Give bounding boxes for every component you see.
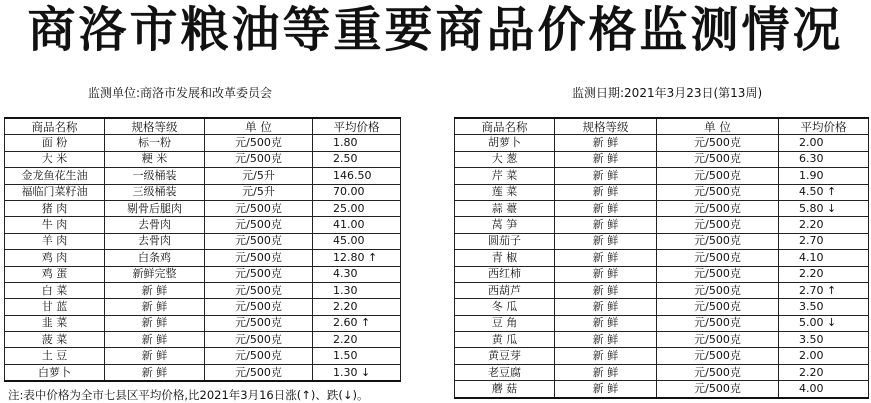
cell-grade: 一级桶装 — [105, 168, 205, 184]
cell-grade: 新 鲜 — [555, 364, 657, 380]
table-row — [455, 168, 869, 184]
cell-unit: 元/500克 — [205, 299, 313, 315]
cell-name: 韭 菜 — [5, 315, 105, 331]
cell-price: 1.90 — [779, 168, 869, 184]
cell-grade: 新 鲜 — [105, 315, 205, 331]
table-row — [5, 332, 401, 348]
cell-unit: 元/500克 — [657, 348, 779, 364]
cell-name: 白萝卜 — [5, 364, 105, 381]
table-header-row — [455, 118, 869, 135]
cell-grade: 粳 米 — [105, 151, 205, 167]
header-grade: 规格等级 — [555, 118, 657, 135]
table-row — [5, 266, 401, 282]
cell-unit: 元/500克 — [657, 381, 779, 398]
cell-name: 蒜 薹 — [455, 200, 555, 216]
table-row — [455, 282, 869, 298]
header-price: 平均价格 — [313, 118, 401, 135]
table-row — [5, 200, 401, 216]
cell-name: 甘 蓝 — [5, 299, 105, 315]
cell-name: 牛 肉 — [5, 217, 105, 233]
table-row — [5, 217, 401, 233]
cell-unit: 元/5升 — [205, 168, 313, 184]
cell-grade: 白条鸡 — [105, 250, 205, 266]
cell-grade: 新 鲜 — [555, 299, 657, 315]
header-unit: 单 位 — [657, 118, 779, 135]
cell-unit: 元/500克 — [657, 135, 779, 151]
table-row — [455, 233, 869, 249]
cell-price: 2.00 — [779, 348, 869, 364]
table-row — [455, 364, 869, 380]
cell-price: 70.00 — [313, 184, 401, 200]
cell-grade: 剔骨后腿肉 — [105, 200, 205, 216]
table-row — [5, 348, 401, 364]
cell-unit: 元/500克 — [205, 200, 313, 216]
cell-name: 福临门菜籽油 — [5, 184, 105, 200]
cell-price: 2.20 — [313, 332, 401, 348]
cell-grade: 三级桶装 — [105, 184, 205, 200]
cell-price: 2.20 — [779, 364, 869, 380]
cell-price: 1.50 — [313, 348, 401, 364]
cell-price: 2.20 — [779, 266, 869, 282]
cell-unit: 元/500克 — [657, 364, 779, 380]
cell-grade: 新 鲜 — [555, 348, 657, 364]
cell-name: 鸡 蛋 — [5, 266, 105, 282]
cell-price: 2.50 — [313, 151, 401, 167]
cell-price: 2.20 — [779, 217, 869, 233]
cell-name: 黄豆芽 — [455, 348, 555, 364]
table-row — [5, 151, 401, 167]
cell-name: 白 菜 — [5, 282, 105, 298]
cell-grade: 新 鲜 — [105, 282, 205, 298]
cell-grade: 去骨肉 — [105, 233, 205, 249]
cell-grade: 新 鲜 — [555, 184, 657, 200]
cell-name: 莴 笋 — [455, 217, 555, 233]
cell-unit: 元/500克 — [205, 250, 313, 266]
table-row — [455, 381, 869, 398]
cell-unit: 元/500克 — [657, 299, 779, 315]
cell-grade: 新 鲜 — [555, 332, 657, 348]
cell-grade: 新 鲜 — [555, 381, 657, 398]
cell-name: 老豆腐 — [455, 364, 555, 380]
table-row — [455, 315, 869, 331]
table-row — [5, 168, 401, 184]
header-name: 商品名称 — [5, 118, 105, 135]
table-row — [455, 135, 869, 151]
table-row — [455, 299, 869, 315]
table-row — [455, 217, 869, 233]
cell-price: 5.00 ↓ — [779, 315, 869, 331]
cell-unit: 元/500克 — [205, 266, 313, 282]
cell-name: 西葫芦 — [455, 282, 555, 298]
cell-price: 4.10 — [779, 250, 869, 266]
cell-unit: 元/500克 — [205, 348, 313, 364]
cell-grade: 新 鲜 — [555, 135, 657, 151]
cell-name: 土 豆 — [5, 348, 105, 364]
cell-price: 146.50 — [313, 168, 401, 184]
cell-price: 1.80 — [313, 135, 401, 151]
cell-unit: 元/500克 — [657, 282, 779, 298]
cell-price: 6.30 — [779, 151, 869, 167]
monitor-date: 监测日期:2021年3月23日(第13周) — [572, 86, 763, 100]
cell-grade: 新 鲜 — [555, 168, 657, 184]
cell-unit: 元/500克 — [657, 184, 779, 200]
cell-price: 4.30 — [313, 266, 401, 282]
cell-grade: 新 鲜 — [555, 250, 657, 266]
cell-unit: 元/500克 — [657, 217, 779, 233]
cell-name: 芹 菜 — [455, 168, 555, 184]
price-table-right — [454, 117, 869, 399]
table-row — [455, 200, 869, 216]
cell-unit: 元/500克 — [205, 135, 313, 151]
table-row — [5, 282, 401, 298]
cell-name: 青 椒 — [455, 250, 555, 266]
header-name: 商品名称 — [455, 118, 555, 135]
header-price: 平均价格 — [779, 118, 869, 135]
cell-price: 2.70 — [779, 233, 869, 249]
cell-name: 胡萝卜 — [455, 135, 555, 151]
cell-grade: 新 鲜 — [555, 200, 657, 216]
table-row — [5, 364, 401, 381]
table-row — [5, 233, 401, 249]
cell-grade: 新 鲜 — [555, 151, 657, 167]
cell-price: 41.00 — [313, 217, 401, 233]
cell-name: 圆茄子 — [455, 233, 555, 249]
cell-price: 1.30 ↓ — [313, 364, 401, 381]
cell-unit: 元/500克 — [657, 200, 779, 216]
cell-unit: 元/500克 — [205, 364, 313, 381]
cell-grade: 新 鲜 — [555, 266, 657, 282]
cell-name: 金龙鱼花生油 — [5, 168, 105, 184]
cell-grade: 去骨肉 — [105, 217, 205, 233]
table-row — [455, 184, 869, 200]
cell-grade: 新 鲜 — [105, 299, 205, 315]
cell-price: 3.50 — [779, 332, 869, 348]
cell-price: 2.70 ↑ — [779, 282, 869, 298]
header-unit: 单 位 — [205, 118, 313, 135]
table-row — [5, 184, 401, 200]
table-row — [5, 250, 401, 266]
cell-price: 4.00 — [779, 381, 869, 398]
cell-grade: 新 鲜 — [555, 217, 657, 233]
cell-unit: 元/5升 — [205, 184, 313, 200]
cell-grade: 新 鲜 — [555, 315, 657, 331]
cell-unit: 元/500克 — [657, 266, 779, 282]
cell-unit: 元/500克 — [657, 233, 779, 249]
page-title: 商洛市粮油等重要商品价格监测情况 — [27, 2, 844, 58]
cell-price: 5.80 ↓ — [779, 200, 869, 216]
table-row — [455, 348, 869, 364]
cell-grade: 新 鲜 — [105, 332, 205, 348]
table-row — [5, 315, 401, 331]
cell-grade: 标一粉 — [105, 135, 205, 151]
table-header-row — [5, 118, 401, 135]
footnote: 注:表中价格为全市七县区平均价格,比2021年3月16日涨(↑)、跌(↓)。 — [8, 388, 369, 402]
price-table-left — [4, 117, 401, 382]
cell-grade: 新 鲜 — [555, 282, 657, 298]
table-row — [455, 250, 869, 266]
cell-unit: 元/500克 — [657, 332, 779, 348]
table-row — [455, 332, 869, 348]
cell-unit: 元/500克 — [205, 315, 313, 331]
cell-unit: 元/500克 — [205, 233, 313, 249]
cell-name: 猪 肉 — [5, 200, 105, 216]
cell-unit: 元/500克 — [657, 250, 779, 266]
cell-name: 菠 菜 — [5, 332, 105, 348]
cell-name: 面 粉 — [5, 135, 105, 151]
cell-grade: 新 鲜 — [555, 233, 657, 249]
cell-price: 25.00 — [313, 200, 401, 216]
cell-unit: 元/500克 — [205, 332, 313, 348]
cell-price: 4.50 ↑ — [779, 184, 869, 200]
monitor-unit: 监测单位:商洛市发展和改革委员会 — [88, 86, 273, 100]
cell-name: 冬 瓜 — [455, 299, 555, 315]
cell-name: 大 葱 — [455, 151, 555, 167]
cell-unit: 元/500克 — [205, 282, 313, 298]
cell-grade: 新鲜完整 — [105, 266, 205, 282]
cell-price: 12.80 ↑ — [313, 250, 401, 266]
table-row — [5, 299, 401, 315]
cell-name: 西红柿 — [455, 266, 555, 282]
cell-unit: 元/500克 — [657, 151, 779, 167]
cell-price: 2.60 ↑ — [313, 315, 401, 331]
cell-grade: 新 鲜 — [105, 348, 205, 364]
cell-unit: 元/500克 — [657, 168, 779, 184]
cell-name: 豆 角 — [455, 315, 555, 331]
cell-name: 羊 肉 — [5, 233, 105, 249]
cell-name: 莲 菜 — [455, 184, 555, 200]
cell-name: 黄 瓜 — [455, 332, 555, 348]
cell-unit: 元/500克 — [205, 151, 313, 167]
cell-price: 2.20 — [313, 299, 401, 315]
cell-price: 2.00 — [779, 135, 869, 151]
cell-name: 鸡 肉 — [5, 250, 105, 266]
cell-unit: 元/500克 — [205, 217, 313, 233]
cell-grade: 新 鲜 — [105, 364, 205, 381]
cell-price: 1.30 — [313, 282, 401, 298]
cell-unit: 元/500克 — [657, 315, 779, 331]
cell-name: 蘑 菇 — [455, 381, 555, 398]
table-row — [5, 135, 401, 151]
cell-name: 大 米 — [5, 151, 105, 167]
table-row — [455, 266, 869, 282]
header-grade: 规格等级 — [105, 118, 205, 135]
cell-price: 45.00 — [313, 233, 401, 249]
table-row — [455, 151, 869, 167]
cell-price: 3.50 — [779, 299, 869, 315]
